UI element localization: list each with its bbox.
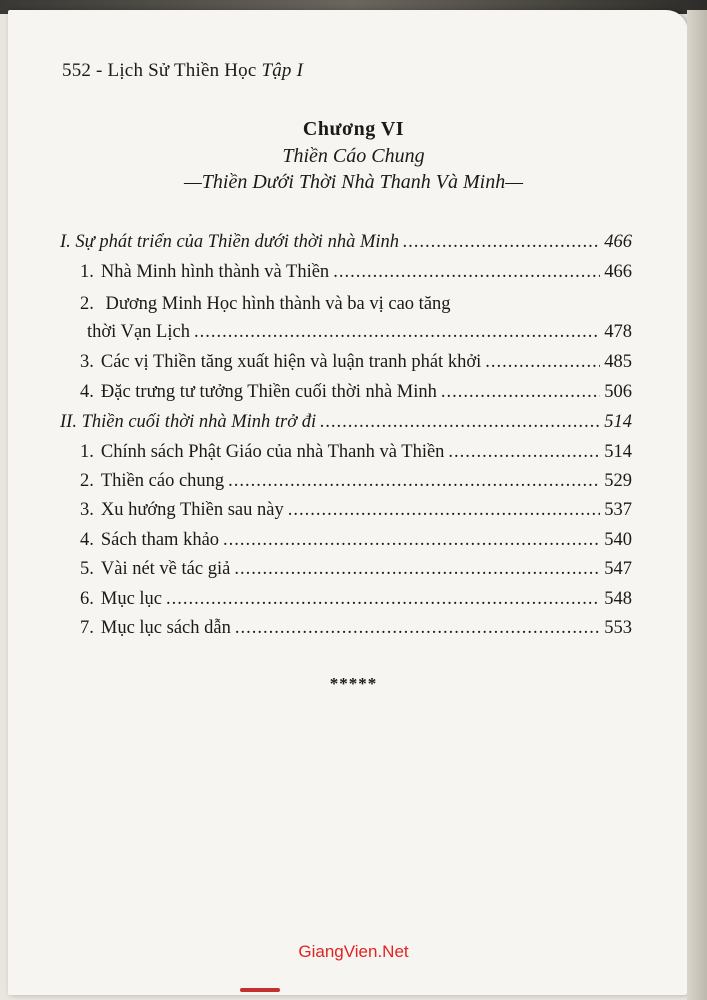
running-header-text: 552 - Lịch Sử Thiền Học	[62, 60, 257, 81]
toc-leader	[320, 408, 600, 436]
chapter-subtitle: —Thiền Dưới Thời Nhà Thanh Và Minh—	[184, 171, 523, 193]
toc-item-number: 4.	[80, 382, 94, 402]
section-divider-stars: *****	[329, 674, 378, 693]
toc-page-number: 466	[604, 232, 632, 252]
toc-item-title: thời Vạn Lịch	[87, 322, 190, 342]
toc-item-number: 2.	[80, 471, 94, 491]
toc-item	[60, 438, 632, 466]
toc-item-title: Vài nét về tác giả	[100, 559, 231, 579]
toc-item-number: 3.	[80, 500, 94, 520]
toc-section	[60, 228, 632, 256]
toc-item	[60, 585, 632, 613]
toc-item-number: 5.	[80, 559, 94, 579]
chapter-label: Chương VI	[302, 118, 405, 140]
toc-section-title: II. Thiền cuối thời nhà Minh trở đi	[60, 412, 317, 432]
toc-item-number: 6.	[80, 589, 94, 609]
toc-item-title: Sách tham khảo	[100, 530, 220, 550]
toc-page-number: 485	[604, 352, 632, 372]
toc-page-number: 540	[604, 530, 632, 550]
toc-item	[60, 467, 632, 495]
toc-item-continuation	[60, 318, 632, 346]
toc-item	[60, 496, 632, 524]
running-header	[62, 60, 303, 82]
toc-item	[60, 378, 632, 406]
toc-item-number: 1.	[80, 442, 94, 462]
toc-leader	[228, 467, 600, 495]
toc-page-number: 506	[604, 382, 632, 402]
toc-item-title: Nhà Minh hình thành và Thiền	[100, 262, 330, 282]
toc-leader	[403, 228, 600, 256]
toc-page-number: 514	[604, 412, 632, 432]
toc-page-number: 548	[604, 589, 632, 609]
toc-item-title: Xu hướng Thiền sau này	[100, 500, 284, 520]
toc-leader	[234, 555, 600, 583]
toc-page-number: 478	[604, 322, 632, 342]
toc-page-number: 466	[604, 262, 632, 282]
toc-page-number: 547	[604, 559, 632, 579]
toc-item-number: 1.	[80, 262, 94, 282]
toc-item-number: 2.	[80, 294, 94, 314]
toc-leader	[194, 318, 600, 346]
toc-item-number: 4.	[80, 530, 94, 550]
toc-item-number: 7.	[80, 618, 94, 638]
watermark-text: GiangVien.Net	[298, 942, 409, 961]
toc-item	[80, 290, 451, 318]
toc-leader	[166, 585, 600, 613]
toc-page-number: 529	[604, 471, 632, 491]
toc-item	[60, 614, 632, 642]
toc-leader	[223, 526, 600, 554]
toc-leader	[235, 614, 600, 642]
toc-item-title: Các vị Thiền tăng xuất hiện và luận tranh phát khởi	[100, 352, 482, 372]
toc-section-title: I. Sự phát triển của Thiền dưới thời nhà Minh	[60, 232, 399, 252]
chapter-title: Thiền Cáo Chung	[282, 145, 425, 167]
toc-item	[60, 348, 632, 376]
toc-section	[60, 408, 632, 436]
toc-leader	[333, 258, 600, 286]
toc-item	[60, 526, 632, 554]
toc-item	[60, 258, 632, 286]
toc-item-number: 3.	[80, 352, 94, 372]
toc-item	[60, 555, 632, 583]
toc-item-title: Dương Minh Học hình thành và ba vị cao tăng	[105, 294, 451, 314]
toc-page-number: 553	[604, 618, 632, 638]
toc-page-number: 537	[604, 500, 632, 520]
toc-item-title: Chính sách Phật Giáo của nhà Thanh và Thiền	[100, 442, 445, 462]
toc-item-title: Đặc trưng tư tưởng Thiền cuối thời nhà Minh	[100, 382, 437, 402]
bottom-red-mark	[240, 988, 280, 992]
toc-item-title: Thiền cáo chung	[100, 471, 225, 491]
toc-item-title: Mục lục sách dẫn	[100, 618, 231, 638]
toc-leader	[485, 348, 600, 376]
toc-leader	[448, 438, 600, 466]
toc-page-number: 514	[604, 442, 632, 462]
running-header-volume: Tập I	[261, 60, 304, 81]
toc-item-title: Mục lục	[100, 589, 163, 609]
toc-leader	[441, 378, 600, 406]
toc-leader	[288, 496, 601, 524]
